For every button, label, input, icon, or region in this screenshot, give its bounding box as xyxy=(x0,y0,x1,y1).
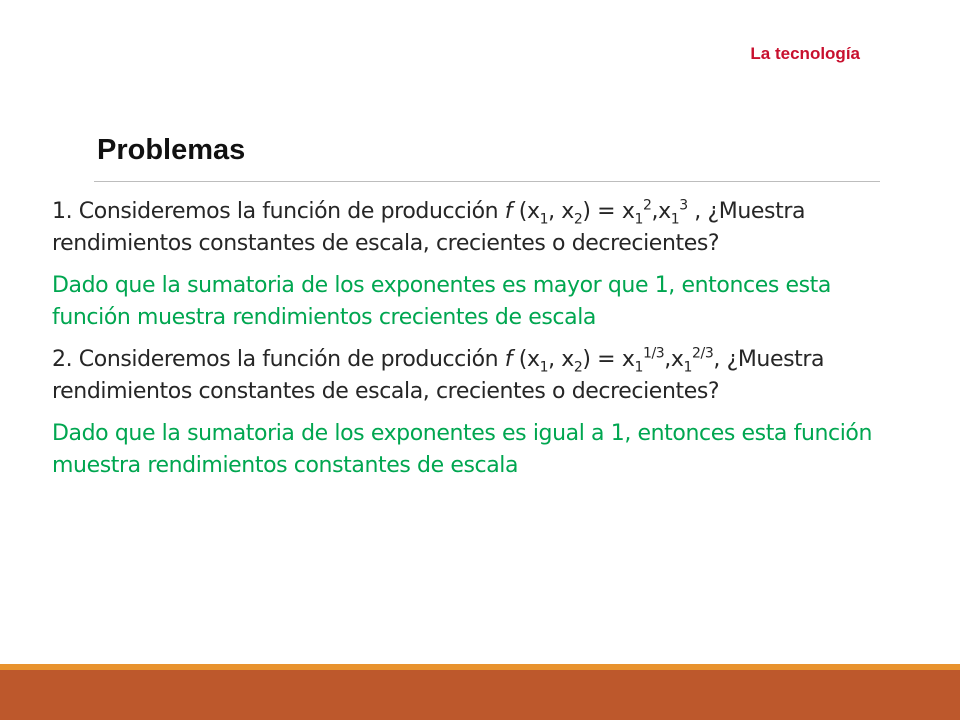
subscript: 1 xyxy=(634,359,643,376)
problem-1-lead: Consideremos la función de producción xyxy=(78,199,499,224)
var-x: x xyxy=(526,199,540,224)
function-symbol: f xyxy=(504,199,513,224)
problem-2-number: 2. xyxy=(52,347,73,372)
comma: , xyxy=(664,347,671,372)
var-x: x xyxy=(670,347,684,372)
var-x: x xyxy=(621,347,635,372)
comma: , xyxy=(651,199,659,224)
var-x: x xyxy=(658,199,671,224)
var-x: x xyxy=(561,347,574,372)
exponent: 3 xyxy=(679,197,688,214)
equals: ) = xyxy=(582,347,622,372)
problem-2-question: ¿Muestra rendimientos constantes de escala, crecientes o decrecientes? xyxy=(52,347,825,404)
subscript: 2 xyxy=(573,211,583,228)
problem-1-statement xyxy=(52,196,912,260)
problem-1-answer: Dado que la sumatoria de los exponentes es mayor que 1, entonces esta función muestra rendimientos crecientes de escala xyxy=(52,273,831,330)
var-x: x xyxy=(526,347,540,372)
trailing-comma: , xyxy=(713,347,720,372)
slide-title: Problemas xyxy=(97,134,246,166)
function-symbol: f xyxy=(504,347,513,372)
subscript: 1 xyxy=(539,211,549,228)
equals: ) = xyxy=(582,199,622,224)
slide-content xyxy=(52,196,912,492)
paren-open: ( xyxy=(512,199,527,224)
problem-1-question: ¿Muestra rendimientos constantes de escala, crecientes o decrecientes? xyxy=(52,199,806,256)
var-x: x xyxy=(561,199,574,224)
var-x: x xyxy=(621,199,635,224)
title-divider xyxy=(94,181,880,182)
subscript: 2 xyxy=(573,359,583,376)
trailing-comma: , xyxy=(687,199,701,224)
problem-2-statement xyxy=(52,344,912,408)
problem-2-lead: Consideremos la función de producción xyxy=(78,347,499,372)
footer-band xyxy=(0,670,960,720)
exponent: 2 xyxy=(642,197,652,214)
paren-open: ( xyxy=(512,347,527,372)
problem-1-number: 1. xyxy=(52,199,73,224)
subscript: 1 xyxy=(683,359,693,376)
section-tag: La tecnología xyxy=(750,44,860,63)
subscript: 1 xyxy=(670,211,680,228)
exponent: 2/3 xyxy=(692,345,714,362)
comma: , xyxy=(548,199,555,224)
subscript: 1 xyxy=(634,211,643,228)
subscript: 1 xyxy=(539,359,549,376)
exponent: 1/3 xyxy=(642,345,665,362)
comma: , xyxy=(548,347,555,372)
problem-2-answer: Dado que la sumatoria de los exponentes es igual a 1, entonces esta función muestra rendimientos constantes de escala xyxy=(52,421,873,478)
